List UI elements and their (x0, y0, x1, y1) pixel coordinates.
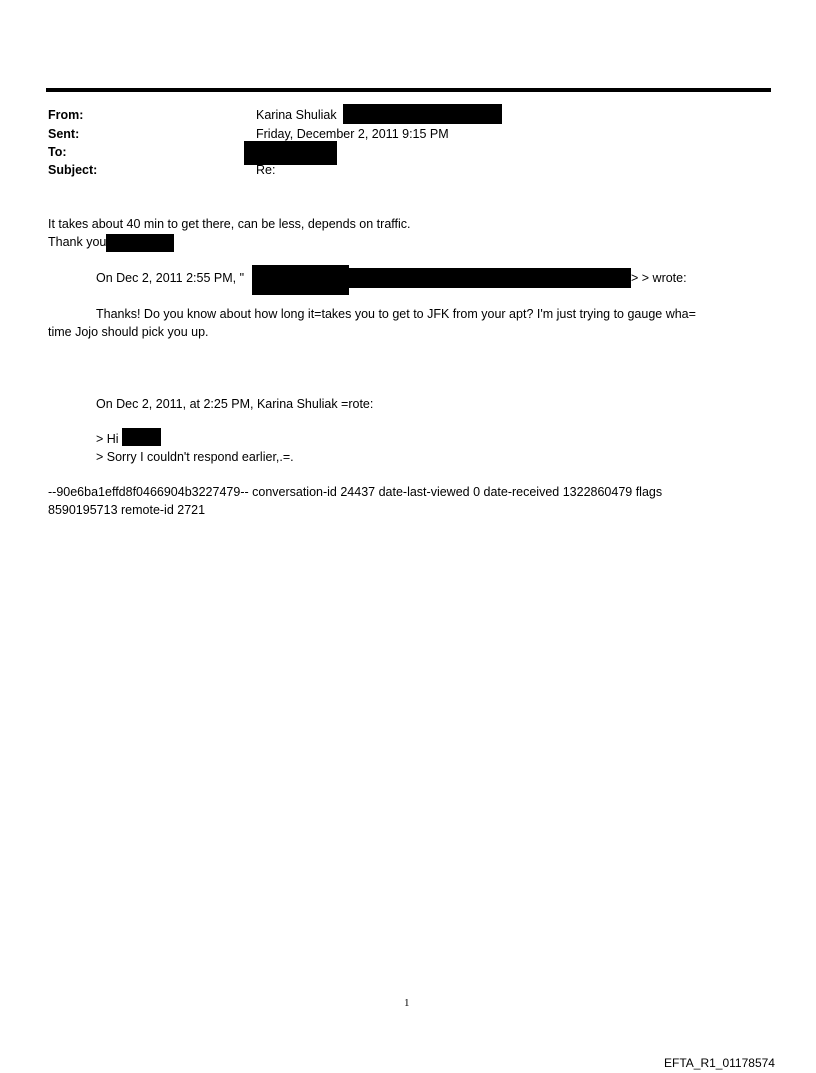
redaction-quote1-email (349, 268, 631, 288)
page-number: 1 (404, 997, 410, 1009)
quote2-header: On Dec 2, 2011, at 2:25 PM, Karina Shuliak =rote: (96, 397, 374, 411)
redaction-quote1-name (252, 265, 349, 295)
header-rule (46, 88, 771, 92)
to-label: To: (48, 145, 67, 159)
sent-label: Sent: (48, 127, 80, 141)
redaction-hi-name (122, 428, 161, 446)
body-line-1: It takes about 40 min to get there, can be less, depends on traffic. (48, 217, 411, 231)
from-label: From: (48, 108, 84, 122)
meta-line-a: --90e6ba1effd8f0466904b3227479-- conversation-id 24437 date-last-viewed 0 date-received 1322860479 flags (48, 485, 663, 499)
quote1-text-b: time Jojo should pick you up. (48, 325, 209, 339)
meta-line-b: 8590195713 remote-id 2721 (48, 503, 206, 517)
sent-value: Friday, December 2, 2011 9:15 PM (256, 127, 449, 141)
subject-label: Subject: (48, 163, 98, 177)
quote2-line-2: > Sorry I couldn't respond earlier,.=. (96, 450, 294, 464)
body-line-2: Thank you (48, 235, 107, 249)
redaction-to (244, 141, 337, 165)
quote2-line-1: > Hi (96, 432, 119, 446)
from-value: Karina Shuliak (256, 108, 337, 122)
bates-number: EFTA_R1_01178574 (664, 1056, 775, 1070)
quote1-text-a: Thanks! Do you know about how long it=takes you to get to JFK from your apt? I'm just trying to gauge wha= (96, 307, 696, 321)
subject-value: Re: (256, 163, 276, 177)
redaction-thank-you-name (106, 234, 174, 252)
redaction-from-email (343, 104, 502, 124)
quote1-suffix: > > wrote: (631, 271, 687, 285)
quote1-prefix: On Dec 2, 2011 2:55 PM, " (96, 271, 245, 285)
